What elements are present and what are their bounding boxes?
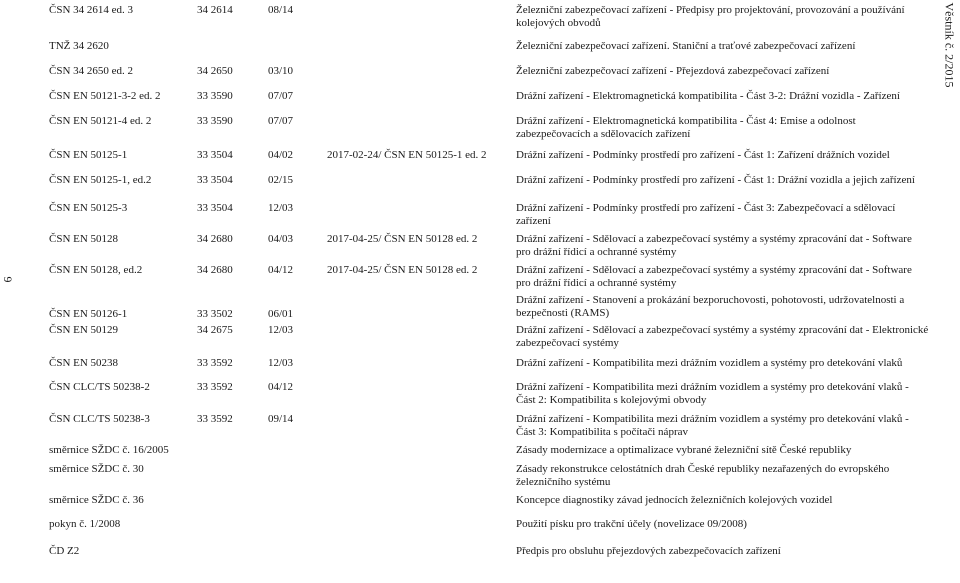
- classification-number: 33 3592: [197, 357, 233, 369]
- standard-code: ČSN EN 50125-1, ed.2: [49, 174, 152, 186]
- standard-code: směrnice SŽDC č. 36: [49, 494, 144, 506]
- issue-date: 04/12: [268, 264, 294, 276]
- classification-number: 33 3592: [197, 413, 233, 425]
- standard-code: ČSN EN 50129: [49, 324, 119, 336]
- replacement-note: 2017-04-25/ ČSN EN 50128 ed. 2: [327, 264, 478, 276]
- standard-code: ČSN EN 50121-3-2 ed. 2: [49, 90, 161, 102]
- standard-code: ČSN 34 2614 ed. 3: [49, 4, 134, 16]
- standard-code: ČSN EN 50125-3: [49, 202, 128, 214]
- standard-title: Drážní zařízení - Elektromagnetická kompatibilita - Část 4: Emise a odolnost zabezpečovacích a sdělovacích zařízení: [516, 115, 856, 140]
- standard-title: Železniční zabezpečovací zařízení. Staniční a traťové zabezpečovací zařízení: [516, 40, 856, 52]
- standard-title: Drážní zařízení - Kompatibilita mezi drážním vozidlem a systémy pro detekování vlaků - Část 3: Kompatibilita s počítači náprav: [516, 413, 909, 438]
- standard-code: pokyn č. 1/2008: [49, 518, 121, 530]
- standard-title: Předpis pro obsluhu přejezdových zabezpečovacích zařízení: [516, 545, 781, 557]
- standard-title: Drážní zařízení - Kompatibilita mezi drážním vozidlem a systémy pro detekování vlaků - Část 2: Kompatibilita s kolejovými obvody: [516, 381, 909, 406]
- standard-code: ČD Z2: [49, 545, 80, 557]
- classification-number: 33 3590: [197, 90, 233, 102]
- standard-code: ČSN CLC/TS 50238-2: [49, 381, 150, 393]
- replacement-note: 2017-04-25/ ČSN EN 50128 ed. 2: [327, 233, 478, 245]
- classification-number: 34 2650: [197, 65, 233, 77]
- standard-title: Drážní zařízení - Kompatibilita mezi drážním vozidlem a systémy pro detekování vlaků: [516, 357, 903, 369]
- issue-date: 04/03: [268, 233, 294, 245]
- standard-code: ČSN 34 2650 ed. 2: [49, 65, 134, 77]
- standard-title: Drážní zařízení - Podmínky prostředí pro zařízení - Část 1: Zařízení drážních vozidel: [516, 149, 890, 161]
- classification-number: 34 2675: [197, 324, 233, 336]
- standard-code: ČSN EN 50121-4 ed. 2: [49, 115, 152, 127]
- issue-date: 03/10: [268, 65, 294, 77]
- classification-number: 33 3590: [197, 115, 233, 127]
- journal-issue-label: Věstník č. 2/2015: [942, 2, 957, 88]
- standard-code: směrnice SŽDC č. 16/2005: [49, 444, 169, 456]
- issue-date: 12/03: [268, 202, 294, 214]
- standard-code: ČSN EN 50125-1: [49, 149, 128, 161]
- issue-date: 12/03: [268, 357, 294, 369]
- classification-number: 34 2614: [197, 4, 233, 16]
- standard-title: Drážní zařízení - Sdělovací a zabezpečovací systémy a systémy zpracování dat - Software pro drážní řídicí a ochranné systémy: [516, 264, 912, 289]
- issue-date: 08/14: [268, 4, 294, 16]
- classification-number: 33 3504: [197, 174, 233, 186]
- classification-number: 33 3504: [197, 202, 233, 214]
- standard-code: směrnice SŽDC č. 30: [49, 463, 144, 475]
- standard-code: ČSN EN 50126-1: [49, 308, 128, 320]
- standard-title: Drážní zařízení - Sdělovací a zabezpečovací systémy a systémy zpracování dat - Software pro drážní řídicí a ochranné systémy: [516, 233, 912, 258]
- standard-title: Drážní zařízení - Elektromagnetická kompatibilita - Část 3-2: Drážní vozidla - Zařízení: [516, 90, 900, 102]
- standard-title: Drážní zařízení - Stanovení a prokázání bezporuchovosti, pohotovosti, udržovatelnosti a bezpečnosti (RAMS): [516, 294, 905, 319]
- standard-code: ČSN EN 50128, ed.2: [49, 264, 143, 276]
- standard-title: Zásady modernizace a optimalizace vybrané železniční sítě České republiky: [516, 444, 852, 456]
- standard-code: TNŽ 34 2620: [49, 40, 109, 52]
- classification-number: 34 2680: [197, 264, 233, 276]
- classification-number: 34 2680: [197, 233, 233, 245]
- issue-date: 09/14: [268, 413, 294, 425]
- standard-title: Drážní zařízení - Podmínky prostředí pro zařízení - Část 1: Drážní vozidla a jejich zařízení: [516, 174, 915, 186]
- standard-code: ČSN CLC/TS 50238-3: [49, 413, 150, 425]
- standard-title: Drážní zařízení - Podmínky prostředí pro zařízení - Část 3: Zabezpečovací a sdělovací zařízení: [516, 202, 896, 227]
- issue-date: 04/02: [268, 149, 294, 161]
- issue-date: 07/07: [268, 115, 294, 127]
- classification-number: 33 3592: [197, 381, 233, 393]
- replacement-note: 2017-02-24/ ČSN EN 50125-1 ed. 2: [327, 149, 487, 161]
- standard-title: Železniční zabezpečovací zařízení - Přejezdová zabezpečovací zařízení: [516, 65, 830, 77]
- classification-number: 33 3504: [197, 149, 233, 161]
- issue-date: 12/03: [268, 324, 294, 336]
- standard-code: ČSN EN 50238: [49, 357, 119, 369]
- issue-date: 07/07: [268, 90, 294, 102]
- standard-title: Koncepce diagnostiky závad jednocích železničních kolejových vozidel: [516, 494, 833, 506]
- classification-number: 33 3502: [197, 308, 233, 320]
- standard-title: Použití písku pro trakční účely (novelizace 09/2008): [516, 518, 747, 530]
- standard-code: ČSN EN 50128: [49, 233, 119, 245]
- standard-title: Zásady rekonstrukce celostátních drah České republiky nezařazených do evropského železničního systému: [516, 463, 890, 488]
- standard-title: Drážní zařízení - Sdělovací a zabezpečovací systémy a systémy zpracování dat - Elektronické zabezpečovací systémy: [516, 324, 929, 349]
- issue-date: 02/15: [268, 174, 294, 186]
- issue-date: 04/12: [268, 381, 294, 393]
- issue-date: 06/01: [268, 308, 294, 320]
- page-number: 6: [0, 276, 15, 283]
- standard-title: Železniční zabezpečovací zařízení - Předpisy pro projektování, provozování a používání kolejových obvodů: [516, 4, 905, 29]
